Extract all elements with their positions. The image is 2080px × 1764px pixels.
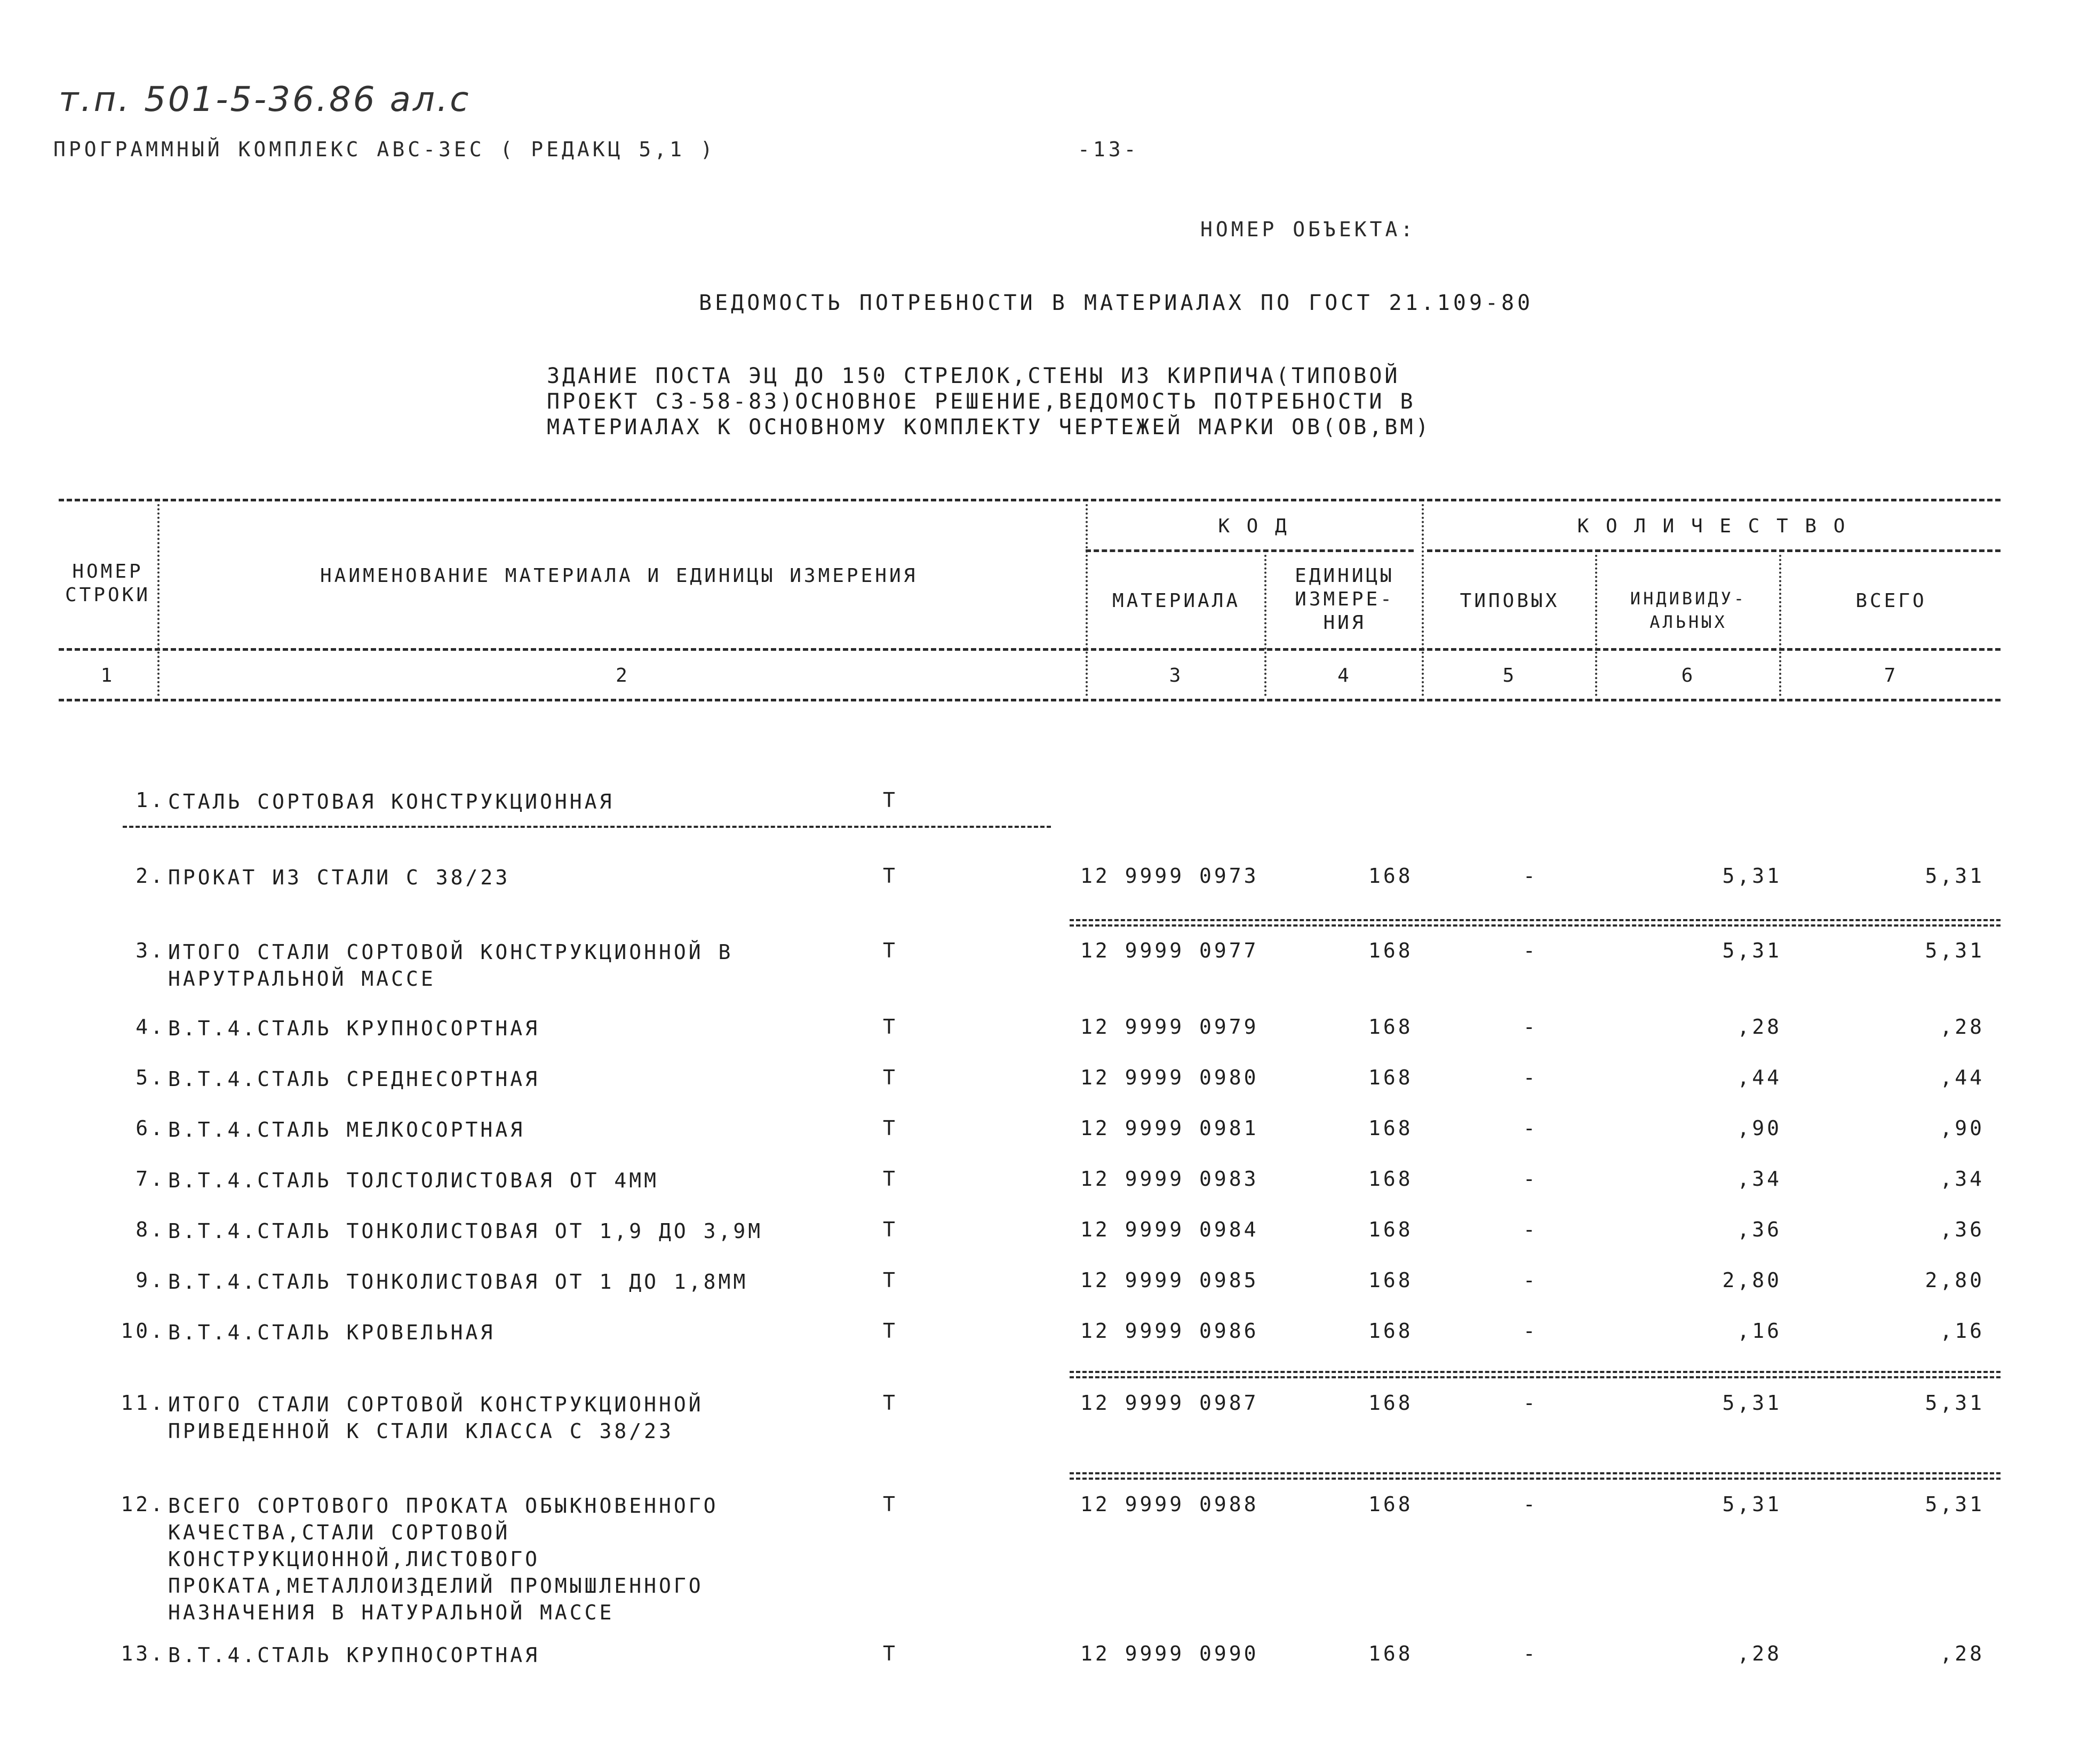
subtitle-line-3: МАТЕРИАЛАХ К ОСНОВНОМУ КОМПЛЕКТУ ЧЕРТЕЖЕЙ МАРКИ ОВ(ОВ,ВМ)	[547, 415, 1431, 440]
row-total: 5,31	[1925, 1391, 1985, 1415]
row-typical: -	[1523, 1492, 1538, 1516]
row-unit-code: 168	[1368, 1167, 1413, 1191]
row-unit: Т	[883, 1268, 898, 1292]
row-unit-code: 168	[1368, 1116, 1413, 1140]
th-code-unit: ЕДИНИЦЫ ИЗМЕРЕ- НИЯ	[1295, 565, 1394, 634]
sep-2	[1086, 504, 1088, 696]
colnum-6: 6	[1681, 665, 1696, 687]
row-individual: ,90	[1737, 1116, 1782, 1140]
row-typical: -	[1523, 939, 1538, 962]
row-individual: 5,31	[1722, 864, 1782, 888]
document-title: ВЕДОМОСТЬ ПОТРЕБНОСТИ В МАТЕРИАЛАХ ПО ГОСТ 21.109-80	[699, 291, 1534, 315]
row-number: 8.	[136, 1218, 165, 1241]
row-unit: Т	[883, 1167, 898, 1191]
row-name: СТАЛЬ СОРТОВАЯ КОНСТРУКЦИОННАЯ	[168, 790, 615, 813]
th-name: НАИМЕНОВАНИЕ МАТЕРИАЛА И ЕДИНИЦЫ ИЗМЕРЕНИЯ	[320, 565, 918, 587]
row-typical: -	[1523, 1218, 1538, 1241]
sep-6	[1779, 555, 1781, 696]
th-row-number: НОМЕР СТРОКИ	[65, 561, 151, 606]
row-typical: -	[1523, 1391, 1538, 1415]
sep-4	[1422, 504, 1424, 696]
row-material-code: 12 9999 0986	[1080, 1319, 1259, 1343]
row-individual: 5,31	[1722, 939, 1782, 962]
colnum-4: 4	[1337, 665, 1352, 687]
row-individual: ,28	[1737, 1642, 1782, 1665]
row-individual: ,16	[1737, 1319, 1782, 1343]
sep-3	[1264, 555, 1266, 696]
row-typical: -	[1523, 1642, 1538, 1665]
colnum-5: 5	[1502, 665, 1517, 687]
row-unit-code: 168	[1368, 1391, 1413, 1415]
row-unit: Т	[883, 1319, 898, 1343]
row-total: ,28	[1940, 1015, 1985, 1039]
th-code-group: К О Д	[1218, 515, 1289, 537]
row-unit: Т	[883, 788, 898, 812]
row-number: 1.	[136, 788, 165, 812]
row-number: 13.	[121, 1642, 165, 1665]
row-unit-code: 168	[1368, 939, 1413, 962]
handwritten-reference: т.п. 501-5-36.86 ал.с	[59, 80, 471, 119]
row-unit: Т	[883, 1218, 898, 1241]
th-qty-individual: ИНДИВИДУ- АЛЬНЫХ	[1630, 588, 1747, 632]
row-name: В.Т.4.СТАЛЬ КРОВЕЛЬНАЯ	[168, 1321, 496, 1344]
th-code-material: МАТЕРИАЛА	[1112, 590, 1241, 612]
row-total: ,90	[1940, 1116, 1985, 1140]
row-name: В.Т.4.СТАЛЬ ТОЛСТОЛИСТОВАЯ ОТ 4ММ	[168, 1169, 659, 1192]
row-unit: Т	[883, 1066, 898, 1089]
sep-5	[1595, 555, 1597, 696]
row-material-code: 12 9999 0984	[1080, 1218, 1259, 1241]
section-rule	[123, 826, 1051, 828]
row-material-code: 12 9999 0973	[1080, 864, 1259, 888]
row-total: 2,80	[1925, 1268, 1985, 1292]
row-total: ,16	[1940, 1319, 1985, 1343]
row-individual: ,44	[1737, 1066, 1782, 1089]
row-name: В.Т.4.СТАЛЬ СРЕДНЕСОРТНАЯ	[168, 1067, 540, 1091]
row-material-code: 12 9999 0988	[1080, 1492, 1259, 1516]
row-individual: 2,80	[1722, 1268, 1782, 1292]
row-unit-code: 168	[1368, 1642, 1413, 1665]
header-bottom-rule	[59, 648, 2001, 651]
subtitle-line-2: ПРОЕКТ С3-58-83)ОСНОВНОЕ РЕШЕНИЕ,ВЕДОМОСТЬ ПОТРЕБНОСТИ В	[547, 389, 1416, 414]
row-material-code: 12 9999 0979	[1080, 1015, 1259, 1039]
row-total: ,34	[1940, 1167, 1985, 1191]
row-material-code: 12 9999 0985	[1080, 1268, 1259, 1292]
colnum-2: 2	[616, 665, 630, 687]
row-typical: -	[1523, 1015, 1538, 1039]
row-unit-code: 168	[1368, 1319, 1413, 1343]
row-typical: -	[1523, 864, 1538, 888]
program-line: ПРОГРАММНЫЙ КОМПЛЕКС АВС-ЗЕС ( РЕДАКЦ 5,1 )	[53, 138, 716, 161]
row-unit: Т	[883, 1642, 898, 1665]
row-unit: Т	[883, 1492, 898, 1516]
colnum-7: 7	[1884, 665, 1899, 687]
row-unit-code: 168	[1368, 864, 1413, 888]
th-qty-typical: ТИПОВЫХ	[1460, 590, 1560, 612]
header-top-rule	[59, 499, 2001, 501]
row-name: ИТОГО СТАЛИ СОРТОВОЙ КОНСТРУКЦИОННОЙ ПРИВЕДЕННОЙ К СТАЛИ КЛАССА С 38/23	[168, 1393, 704, 1443]
row-unit: Т	[883, 1015, 898, 1039]
subtotal-rule	[1070, 919, 2001, 921]
row-unit: Т	[883, 939, 898, 962]
row-total: ,44	[1940, 1066, 1985, 1089]
subtotal-rule	[1070, 1371, 2001, 1373]
row-name: В.Т.4.СТАЛЬ ТОНКОЛИСТОВАЯ ОТ 1 ДО 1,8ММ	[168, 1270, 748, 1294]
row-total: ,28	[1940, 1642, 1985, 1665]
row-unit-code: 168	[1368, 1066, 1413, 1089]
row-number: 5.	[136, 1066, 165, 1089]
row-unit-code: 168	[1368, 1218, 1413, 1241]
row-total: ,36	[1940, 1218, 1985, 1241]
row-typical: -	[1523, 1066, 1538, 1089]
row-number: 2.	[136, 864, 165, 888]
row-individual: ,28	[1737, 1015, 1782, 1039]
th-qty-group: К О Л И Ч Е С Т В О	[1577, 515, 1848, 537]
row-number: 11.	[121, 1391, 165, 1415]
row-total: 5,31	[1925, 1492, 1985, 1516]
row-total: 5,31	[1925, 939, 1985, 962]
row-unit: Т	[883, 1116, 898, 1140]
header-mid-rule-code	[1086, 549, 1414, 552]
row-name: В.Т.4.СТАЛЬ ТОНКОЛИСТОВАЯ ОТ 1,9 ДО 3,9М	[168, 1219, 763, 1243]
row-material-code: 12 9999 0987	[1080, 1391, 1259, 1415]
row-typical: -	[1523, 1268, 1538, 1292]
row-individual: 5,31	[1722, 1492, 1782, 1516]
row-total: 5,31	[1925, 864, 1985, 888]
row-name: В.Т.4.СТАЛЬ КРУПНОСОРТНАЯ	[168, 1643, 540, 1667]
colnum-1: 1	[100, 665, 115, 687]
subtotal-rule	[1070, 1472, 2001, 1474]
row-unit-code: 168	[1368, 1015, 1413, 1039]
row-number: 4.	[136, 1015, 165, 1039]
row-typical: -	[1523, 1167, 1538, 1191]
th-qty-total: ВСЕГО	[1855, 590, 1927, 612]
colnum-3: 3	[1169, 665, 1184, 687]
row-typical: -	[1523, 1116, 1538, 1140]
row-typical: -	[1523, 1319, 1538, 1343]
row-number: 12.	[121, 1492, 165, 1516]
row-name: В.Т.4.СТАЛЬ КРУПНОСОРТНАЯ	[168, 1017, 540, 1040]
row-number: 7.	[136, 1167, 165, 1191]
row-individual: ,36	[1737, 1218, 1782, 1241]
row-number: 3.	[136, 939, 165, 962]
row-number: 6.	[136, 1116, 165, 1140]
row-individual: 5,31	[1722, 1391, 1782, 1415]
row-material-code: 12 9999 0990	[1080, 1642, 1259, 1665]
subtitle-line-1: ЗДАНИЕ ПОСТА ЭЦ ДО 150 СТРЕЛОК,СТЕНЫ ИЗ КИРПИЧА(ТИПОВОЙ	[547, 364, 1400, 388]
row-name: ВСЕГО СОРТОВОГО ПРОКАТА ОБЫКНОВЕННОГО КАЧЕСТВА,СТАЛИ СОРТОВОЙ КОНСТРУКЦИОННОЙ,ЛИСТОВОГО ПРОКАТА,МЕТАЛЛОИЗДЕЛИЙ ПРОМЫШЛЕННОГО НАЗНАЧЕНИЯ В НАТУРАЛЬНОЙ МАССЕ	[168, 1494, 719, 1624]
row-material-code: 12 9999 0977	[1080, 939, 1259, 962]
object-number-label: НОМЕР ОБЪЕКТА:	[1200, 218, 1416, 241]
row-material-code: 12 9999 0980	[1080, 1066, 1259, 1089]
row-unit-code: 168	[1368, 1268, 1413, 1292]
header-mid-rule-qty	[1427, 549, 2001, 552]
row-unit: Т	[883, 864, 898, 888]
row-number: 9.	[136, 1268, 165, 1292]
row-unit: Т	[883, 1391, 898, 1415]
row-name: ИТОГО СТАЛИ СОРТОВОЙ КОНСТРУКЦИОННОЙ В НАРУТРАЛЬНОЙ МАССЕ	[168, 940, 734, 991]
colnum-bottom-rule	[59, 699, 2001, 701]
row-individual: ,34	[1737, 1167, 1782, 1191]
row-unit-code: 168	[1368, 1492, 1413, 1516]
row-name: В.Т.4.СТАЛЬ МЕЛКОСОРТНАЯ	[168, 1118, 525, 1142]
row-material-code: 12 9999 0983	[1080, 1167, 1259, 1191]
page-number: -13-	[1078, 138, 1139, 161]
row-material-code: 12 9999 0981	[1080, 1116, 1259, 1140]
sep-1	[157, 504, 160, 696]
row-name: ПРОКАТ ИЗ СТАЛИ С 38/23	[168, 866, 511, 889]
row-number: 10.	[121, 1319, 165, 1343]
